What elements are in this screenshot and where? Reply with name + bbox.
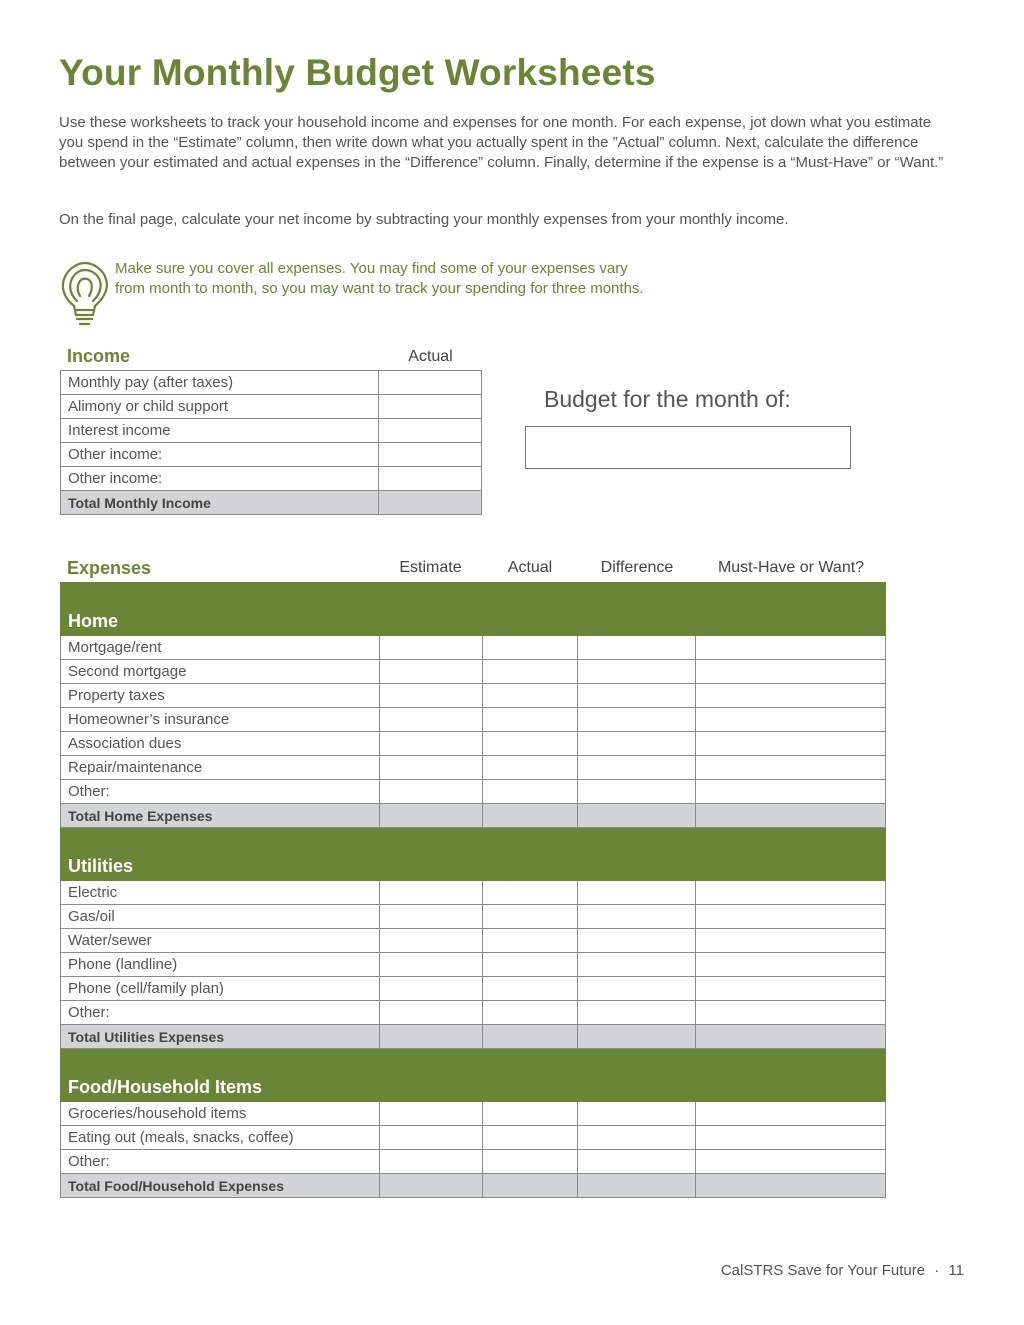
entry-cell[interactable] [379,1174,482,1198]
entry-cell[interactable] [482,1025,578,1049]
entry-cell[interactable] [482,756,578,780]
entry-cell[interactable] [379,953,482,977]
footer-separator: · [934,1262,940,1279]
expense-total-row [61,1174,886,1198]
entry-cell[interactable] [482,977,578,1001]
entry-cell[interactable] [379,419,482,443]
expense-row [61,1126,886,1150]
entry-cell[interactable] [482,1174,578,1198]
row-label: Monthly pay (after taxes) [61,371,379,395]
income-row [61,419,482,443]
row-label: Homeowner’s insurance [61,708,380,732]
expense-total-row [61,804,886,828]
entry-cell[interactable] [696,684,886,708]
entry-cell[interactable] [696,977,886,1001]
entry-cell[interactable] [482,780,578,804]
page-number: 11 [948,1262,964,1279]
entry-cell[interactable] [696,636,886,660]
row-label: Gas/oil [61,905,380,929]
entry-cell[interactable] [379,1150,482,1174]
entry-cell[interactable] [379,804,482,828]
entry-cell[interactable] [578,1102,696,1126]
entry-cell[interactable] [379,929,482,953]
expense-row [61,1001,886,1025]
entry-cell[interactable] [379,467,482,491]
expense-row [61,1150,886,1174]
entry-cell[interactable] [379,684,482,708]
row-label: Eating out (meals, snacks, coffee) [61,1126,380,1150]
expense-group-header [61,828,886,881]
expenses-title: Expenses [67,558,152,578]
entry-cell[interactable] [482,1126,578,1150]
entry-cell[interactable] [379,756,482,780]
income-actual-header: Actual [408,348,453,365]
entry-cell[interactable] [379,443,482,467]
entry-cell[interactable] [578,1126,696,1150]
row-label: Interest income [61,419,379,443]
entry-cell[interactable] [379,636,482,660]
entry-cell[interactable] [482,929,578,953]
row-label: Other: [61,1001,380,1025]
income-row [61,443,482,467]
expense-row [61,708,886,732]
income-table [60,370,482,515]
entry-cell[interactable] [578,905,696,929]
budget-month-label: Budget for the month of: [544,386,791,412]
group-heading: Food/Household Items [61,1049,886,1102]
row-label: Phone (landline) [61,953,380,977]
entry-cell[interactable] [696,756,886,780]
budget-month-input[interactable] [525,426,851,469]
tip-line-1: Make sure you cover all expenses. You may find some of your expenses vary [115,260,628,277]
expenses-col-difference: Difference [600,559,674,576]
row-label: Property taxes [61,684,380,708]
entry-cell[interactable] [578,756,696,780]
expense-row [61,881,886,905]
entry-cell[interactable] [696,708,886,732]
row-label: Repair/maintenance [61,756,380,780]
entry-cell[interactable] [379,977,482,1001]
row-label: Other: [61,780,380,804]
row-label: Electric [61,881,380,905]
total-label: Total Food/Household Expenses [61,1174,380,1198]
row-label: Mortgage/rent [61,636,380,660]
expense-row [61,660,886,684]
entry-cell[interactable] [379,1126,482,1150]
entry-cell[interactable] [696,732,886,756]
entry-cell[interactable] [482,660,578,684]
entry-cell[interactable] [482,732,578,756]
row-label: Other income: [61,443,379,467]
entry-cell[interactable] [482,905,578,929]
footer-text: CalSTRS Save for Your Future [720,1262,926,1279]
entry-cell[interactable] [696,1150,886,1174]
entry-cell[interactable] [578,780,696,804]
entry-cell[interactable] [696,881,886,905]
entry-cell[interactable] [696,660,886,684]
row-label: Other income: [61,467,379,491]
entry-cell[interactable] [578,1174,696,1198]
expense-group-header [61,1049,886,1102]
expenses-col-must-have-or-want: Must-Have or Want? [717,559,865,576]
tip-text [115,259,735,299]
row-label: Association dues [61,732,380,756]
expenses-table [60,582,886,1198]
row-label: Second mortgage [61,660,380,684]
entry-cell[interactable] [696,780,886,804]
expense-row [61,780,886,804]
entry-cell[interactable] [379,491,482,515]
entry-cell[interactable] [482,1150,578,1174]
page-footer [721,1262,964,1279]
row-label: Phone (cell/family plan) [61,977,380,1001]
expense-row [61,636,886,660]
entry-cell[interactable] [696,1025,886,1049]
intro-paragraph: Use these worksheets to track your household income and expenses for one month. For each expense, jot down what you estimate you spend in the “Estimate” column, then write down what you actually spent in the ”Actual” column. Next, calculate the difference between your estimated and actual expenses in the “Difference” column. Finally, determine if the expense is a “Must-Have” or “Want.” [59,114,944,171]
entry-cell[interactable] [578,1025,696,1049]
entry-cell[interactable] [379,660,482,684]
entry-cell[interactable] [578,804,696,828]
entry-cell[interactable] [379,1001,482,1025]
expense-row [61,756,886,780]
net-income-note: On the final page, calculate your net income by subtracting your monthly expenses from your monthly income. [59,211,789,228]
entry-cell[interactable] [379,708,482,732]
entry-cell[interactable] [696,1174,886,1198]
income-row [61,467,482,491]
expense-row [61,1102,886,1126]
entry-cell[interactable] [578,708,696,732]
row-label: Alimony or child support [61,395,379,419]
entry-cell[interactable] [578,660,696,684]
entry-cell[interactable] [696,1126,886,1150]
income-title: Income [67,346,131,366]
total-label: Total Monthly Income [61,491,379,515]
entry-cell[interactable] [696,929,886,953]
expense-row [61,684,886,708]
total-label: Total Home Expenses [61,804,380,828]
entry-cell[interactable] [482,636,578,660]
entry-cell[interactable] [379,732,482,756]
expenses-col-actual: Actual [507,559,553,576]
entry-cell[interactable] [482,684,578,708]
entry-cell[interactable] [578,929,696,953]
entry-cell[interactable] [482,881,578,905]
entry-cell[interactable] [379,395,482,419]
expense-row [61,732,886,756]
entry-cell[interactable] [578,636,696,660]
entry-cell[interactable] [696,953,886,977]
entry-cell[interactable] [379,371,482,395]
entry-cell[interactable] [578,1001,696,1025]
row-label: Water/sewer [61,929,380,953]
page-title: Your Monthly Budget Worksheets [59,52,656,93]
entry-cell[interactable] [696,905,886,929]
income-total-row [61,491,482,515]
expense-total-row [61,1025,886,1049]
entry-cell[interactable] [696,1001,886,1025]
income-row [61,371,482,395]
entry-cell[interactable] [696,804,886,828]
tip-line-2: from month to month, so you may want to track your spending for three months. [115,280,644,297]
entry-cell[interactable] [696,1102,886,1126]
entry-cell[interactable] [482,1102,578,1126]
entry-cell[interactable] [482,804,578,828]
entry-cell[interactable] [379,1025,482,1049]
expense-row [61,929,886,953]
entry-cell[interactable] [379,905,482,929]
entry-cell[interactable] [379,881,482,905]
entry-cell[interactable] [482,708,578,732]
row-label: Other: [61,1150,380,1174]
total-label: Total Utilities Expenses [61,1025,380,1049]
entry-cell[interactable] [482,1001,578,1025]
entry-cell[interactable] [578,881,696,905]
expense-row [61,977,886,1001]
entry-cell[interactable] [379,780,482,804]
entry-cell[interactable] [578,684,696,708]
expense-group-header [61,583,886,636]
lightbulb-icon [58,260,110,328]
entry-cell[interactable] [482,953,578,977]
expense-row [61,905,886,929]
entry-cell[interactable] [578,1150,696,1174]
row-label: Groceries/household items [61,1102,380,1126]
expenses-col-estimate: Estimate [399,559,462,576]
entry-cell[interactable] [578,977,696,1001]
entry-cell[interactable] [578,732,696,756]
entry-cell[interactable] [379,1102,482,1126]
group-heading: Utilities [61,828,886,881]
entry-cell[interactable] [578,953,696,977]
income-row [61,395,482,419]
expense-row [61,953,886,977]
group-heading: Home [61,583,886,636]
